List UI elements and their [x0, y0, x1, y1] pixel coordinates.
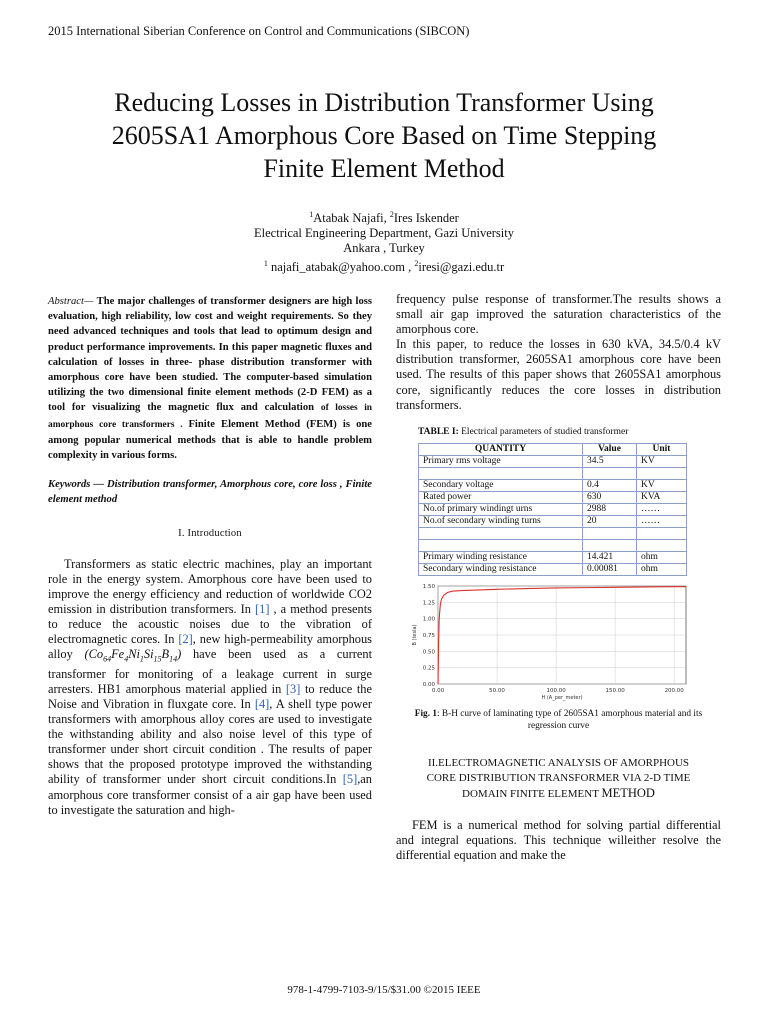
- right-body: [396, 292, 721, 413]
- table-spacer-row: [419, 467, 687, 479]
- table-header-value: Value: [583, 443, 637, 455]
- table-cell: Primary rms voltage: [419, 455, 583, 467]
- table-spacer-row: [419, 539, 687, 551]
- table-cell: No.of primary windingt urns: [419, 503, 583, 515]
- table-row: [419, 503, 687, 515]
- keywords-label: Keywords —: [48, 479, 107, 491]
- email-sup-2: 2: [414, 259, 419, 269]
- intro-text-b: , a method presents to reduce the acoustic noises due to the vibration of electromagnetic cores. In: [48, 601, 372, 647]
- intro-text-a: Transformers as static electric machines, play an important role in the energy system. Amorphous core have been used to improve the energy efficiency and reduction of worldwide CO2 emission in distribution transformers. In: [48, 556, 372, 616]
- abstract-text-end: Finite Element Method (FEM) is one among popular numerical methods that is able to handle problem complexity in various forms.: [48, 418, 372, 462]
- table-cell: ohm: [637, 563, 687, 575]
- alloy-formula: $(Co_{64}Fe_4Ni_1Si_{15}B_{14})$: [84, 647, 182, 664]
- abstract-text: The major challenges of transformer designers are high loss evaluation, high reliability, low cost and weight requirements. So they need advanced techniques and tools that lead to optimum design and product performance improvements. In this paper magnetic fluxes and calculation of losses in three- phase distribution transformer with amorphous core have been studied. The computer-based simulation utilizing the two dimensional finite element methods (2-D FEM) as a tool for visualizing the magnetic flux and calculation: [48, 296, 372, 414]
- ref-link-5[interactable]: [5]: [342, 772, 358, 787]
- author-sup-2: 2: [389, 210, 394, 219]
- email-sup-1: 1: [263, 259, 268, 269]
- section-2-heading-line-3-text: DOMAIN FINITE ELEMENT: [462, 787, 602, 800]
- table-header-unit: Unit: [637, 443, 687, 455]
- keywords: [48, 477, 372, 507]
- location: Ankara , Turkey: [343, 241, 425, 256]
- keywords-text: Distribution transformer, Amorphous core, core loss , Finite element method: [48, 479, 373, 506]
- section-2-paragraph: FEM is a numerical method for solving partial differential and integral equations. This technique willeither resolve the differential equation and make the: [396, 817, 721, 862]
- x-tick-label: 150.00: [605, 687, 625, 694]
- author-1: Atabak Najafi,: [313, 211, 390, 226]
- abstract-label: Abstract: [48, 296, 84, 307]
- table-header-row: [419, 443, 687, 455]
- left-column: [48, 294, 372, 818]
- section-2-heading-line-3: [396, 786, 721, 802]
- emails: [184, 256, 584, 275]
- table-cell: KV: [637, 455, 687, 467]
- abstract-dash: —: [83, 296, 97, 307]
- author-names: [184, 207, 584, 226]
- affiliation: Electrical Engineering Department, Gazi University: [254, 226, 514, 241]
- intro-text-g: ,an amorphous core transformer consist of a air gap have been used to investigate the saturation and high-: [48, 772, 372, 817]
- table-caption: [418, 427, 721, 437]
- title-line-2: 2605SA1 Amorphous Core Based on Time Stepping: [111, 121, 657, 150]
- table-row: [419, 515, 687, 527]
- table-caption-label: TABLE I:: [418, 426, 459, 437]
- title-line-1: Reducing Losses in Distribution Transformer Using: [114, 88, 654, 117]
- email-2: iresi@gazi.edu.tr: [418, 260, 505, 275]
- figure-caption-label: Fig. 1: [414, 708, 438, 719]
- abstract-text-small: of losses in amorphous core transformers .: [48, 403, 373, 430]
- table-cell: 2988: [583, 503, 637, 515]
- y-tick-label: 0.75: [422, 632, 435, 639]
- section-2-heading-line-2: CORE DISTRIBUTION TRANSFORMER VIA 2-D TIME: [426, 771, 691, 784]
- table-row: [419, 491, 687, 503]
- table-row: [419, 455, 687, 467]
- y-tick-label: 1.50: [422, 583, 435, 590]
- intro-text-c: , new high-permeability amorphous alloy: [48, 632, 372, 662]
- table-header-quantity: QUANTITY: [419, 443, 583, 455]
- x-tick-label: 100.00: [546, 687, 566, 694]
- section-2-heading-line-1: II.ELECTROMAGNETIC ANALYSIS OF AMORPHOUS: [427, 756, 690, 769]
- intro-text-f: , A shell type power transformers with amorphous alloy cores are used to investigate the withstanding ability and also noise level of this type of transformer under short circuit condition . The results of paper shows that the proposed prototype improved the withstanding ability of transformer under short circuit conditions.In: [48, 696, 372, 787]
- title-line-3: Finite Element Method: [263, 154, 505, 183]
- y-tick-label: 0.25: [422, 665, 435, 672]
- table-cell: ……: [637, 515, 687, 527]
- table-cell: 630: [583, 491, 637, 503]
- ref-link-2[interactable]: [2]: [178, 632, 193, 647]
- table-cell: KV: [637, 479, 687, 491]
- ref-link-3[interactable]: [3]: [285, 681, 301, 696]
- figure-caption: [396, 708, 721, 732]
- table-row: [419, 479, 687, 491]
- table-cell: Rated power: [419, 491, 583, 503]
- y-tick-label: 0.50: [422, 649, 435, 656]
- table-row: [419, 563, 687, 575]
- y-axis-label: B (tesla): [412, 624, 418, 646]
- intro-heading: I. Introduction: [178, 527, 242, 539]
- author-sup-1: 1: [309, 210, 314, 219]
- table-cell: ohm: [637, 551, 687, 563]
- paper-title: [40, 86, 728, 185]
- table-cell: 14.421: [583, 551, 637, 563]
- author-2: Ires Iskender: [393, 211, 459, 226]
- y-tick-label: 0.00: [422, 681, 435, 688]
- x-tick-label: 50.00: [489, 687, 505, 694]
- section-2-heading-method: METHOD: [601, 785, 655, 800]
- email-1: najafi_atabak@yahoo.com ,: [267, 260, 415, 275]
- table-cell: Primary winding resistance: [419, 551, 583, 563]
- page-footer: 978-1-4799-7103-9/15/$31.00 ©2015 IEEE: [287, 984, 481, 996]
- ref-link-1[interactable]: [1]: [255, 601, 270, 616]
- conference-header: 2015 International Siberian Conference on Control and Communications (SIBCON): [48, 24, 470, 38]
- author-block: [184, 207, 584, 275]
- intro-text-e: to reduce the Noise and Vibration in fluxgate core. In: [48, 681, 372, 711]
- table-cell: KVA: [637, 491, 687, 503]
- x-tick-label: 0.00: [431, 687, 445, 694]
- section-2-body: [396, 818, 721, 863]
- figure-caption-text: : B-H curve of laminating type of 2605SA1 amorphous material and its regression curve: [437, 708, 703, 731]
- parameters-table: [418, 443, 687, 576]
- table-cell: 0.4: [583, 479, 637, 491]
- abstract: [48, 294, 372, 463]
- table-caption-text: Electrical parameters of studied transformer: [458, 426, 629, 437]
- y-tick-label: 1.25: [422, 600, 435, 607]
- table-cell: Secondary winding resistance: [419, 563, 583, 575]
- table-cell: No.of secondary winding turns: [419, 515, 583, 527]
- y-tick-label: 1.00: [422, 616, 435, 623]
- table-cell: Secondary voltage: [419, 479, 583, 491]
- bh-curve-chart: [404, 582, 694, 702]
- intro-text-d: have been used as a current transformer for monitoring of a leakage current in surge arresters. HB1 amorphous material applied in: [48, 647, 373, 696]
- right-paragraph-2: In this paper, to reduce the losses in 630 kVA, 34.5/0.4 kV distribution transformer, 2605SA1 amorphous core have been used. The results of this paper shows that 2605SA1 amorphous core, significantly reduces the core losses in distribution transformers.: [396, 337, 721, 412]
- table-spacer-row: [419, 527, 687, 539]
- intro-body: [48, 557, 372, 818]
- table-row: [419, 551, 687, 563]
- table-cell: 20: [583, 515, 637, 527]
- table-cell: 34.5: [583, 455, 637, 467]
- table-cell: 0.00081: [583, 563, 637, 575]
- section-2-heading: [396, 756, 721, 802]
- ref-link-4[interactable]: [4]: [254, 696, 270, 711]
- table-cell: ……: [637, 503, 687, 515]
- x-tick-label: 200.00: [664, 687, 684, 694]
- right-paragraph-1: frequency pulse response of transformer.The results shows a small air gap improved the saturation characteristics of the amorphous core.: [396, 292, 721, 337]
- intro-paragraph: [48, 557, 372, 818]
- right-column: [396, 292, 721, 863]
- x-axis-label: H (A_per_meter): [541, 694, 583, 701]
